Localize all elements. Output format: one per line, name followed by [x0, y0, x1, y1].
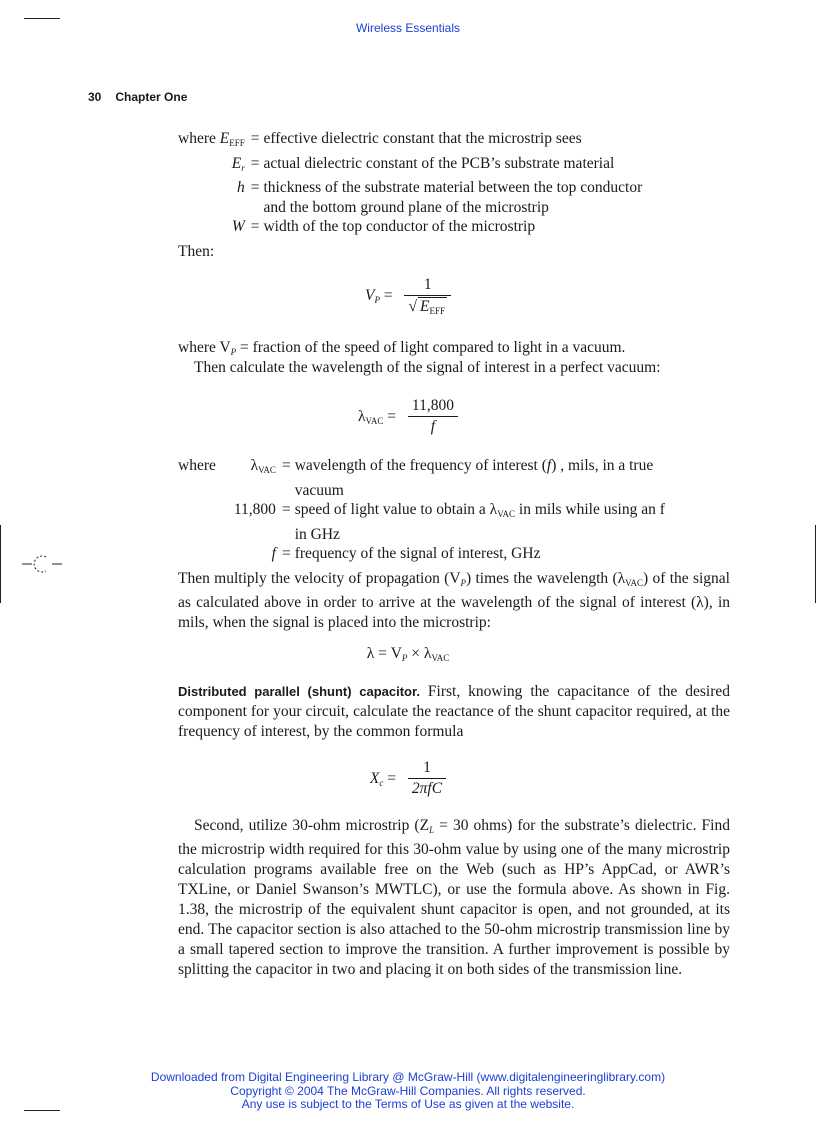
denominator: √ $E_{EFF}$	[408, 298, 445, 316]
capacitor-text: First, knowing the capacitance of the desired component for your circuit, calculate the reactance of the shunt capacitor required, at the frequency of interest, by the common formula	[178, 683, 730, 740]
symbol: W	[231, 218, 245, 236]
formula-lhs: λ	[358, 407, 366, 425]
definitions-top	[178, 129, 642, 237]
definition-text: and the bottom ground plane of the microstrip	[263, 198, 549, 216]
symbol: E	[231, 154, 242, 172]
definitions-mid	[178, 456, 665, 564]
numerator: 11,800	[408, 397, 458, 417]
definition-row: W = width of the top conductor of the microstrip	[178, 217, 642, 237]
formula-lhs: V	[365, 287, 375, 304]
formula-lhs-sub: P	[374, 295, 380, 305]
second-paragraph: Second, utilize 30-ohm microstrip ($Z_L = 30$ ohms) for the substrate’s dielectric. Find the microstrip width required for this 30-ohm value by using one of the many microstrip calculation programs available free on the Web (such as HP’s AppCad, or AWR’s TXLine, or Daniel Swanson’s MWTLC), or use the formula above. As shown in Fig. 1.38, the microstrip of the equivalent shunt capacitor is open, and not grounded, at its end. The capacitor section is also attached to the 50-ohm microstrip transmission line by a small tapered section to improve the transition. A further improvement is possible by splitting the capacitor in two and placing it on both sides of the transmission line.	[178, 817, 730, 978]
page-number: 30	[88, 90, 102, 104]
definition-row	[178, 481, 665, 501]
formula-lambda: $\lambda = V_P \times \lambda_{VAC}$	[366, 645, 450, 663]
section-heading: Distributed parallel (shunt) capacitor.	[178, 684, 420, 699]
fraction	[404, 276, 451, 316]
capacitor-paragraph	[178, 682, 730, 742]
den-symbol: E	[420, 298, 430, 315]
definition-row: $E_r$ = actual dielectric constant of the PCB’s substrate material	[178, 154, 642, 179]
denominator: f	[430, 418, 436, 435]
denominator: 2πfC	[411, 780, 443, 797]
label: 11,800	[233, 501, 276, 519]
then-calculate-line: Then calculate the wavelength of the signal of interest in a perfect vacuum:	[194, 359, 661, 376]
den-sub: EFF	[429, 306, 445, 316]
definition-text: wavelength of the frequency of interest (f) , mils, in a true	[294, 457, 654, 474]
footer-line-3[interactable]: Any use is subject to the Terms of Use as given at the website.	[241, 1097, 575, 1111]
definition-text: effective dielectric constant that the microstrip sees	[263, 130, 582, 147]
footer	[0, 1071, 816, 1112]
label: f	[271, 545, 276, 563]
registration-mark-icon	[22, 553, 64, 575]
footer-line-2: Copyright © 2004 The McGraw-Hill Companies. All rights reserved.	[230, 1083, 586, 1098]
multiply-paragraph: Then multiply the velocity of propagation $(V_P)$ times the wavelength $(\lambda_{VAC})$ of the signal as calculated above in order to arrive at the wavelength of the signal of interest (λ), in mils, when the signal is placed into the microstrip:	[178, 570, 730, 631]
definition-row: f = frequency of the signal of interest, GHz	[178, 544, 665, 564]
where-word: where	[178, 457, 216, 474]
definition-row: h = thickness of the substrate material between the top conductor	[236, 179, 643, 197]
running-header[interactable]: Wireless Essentials	[355, 21, 461, 35]
crop-mark-left-vertical	[0, 525, 1, 603]
definition-row	[178, 198, 642, 218]
definition-text: frequency of the signal of interest, GHz	[294, 545, 541, 563]
label: λ	[250, 457, 259, 474]
where-vp-sub: P	[230, 347, 237, 357]
definition-text: thickness of the substrate material between the top conductor	[263, 179, 643, 197]
definition-text: in GHz	[294, 525, 340, 543]
definition-row	[178, 525, 665, 545]
chapter-title: Chapter One	[115, 90, 188, 104]
definition-text: actual dielectric constant of the PCB’s substrate material	[263, 154, 615, 172]
formula-xc: $X_c$ = $\frac{1}{\text{2πfC}}$	[0, 759, 816, 798]
fraction	[408, 759, 446, 798]
symbol: E	[219, 130, 230, 147]
formula-lhs-sub: VAC	[365, 415, 384, 426]
page-folio	[88, 90, 201, 104]
formula-lambda-vac: $\lambda_{VAC}$ = $\frac{11,800}{f}$	[0, 397, 816, 436]
symbol-sub: EFF	[229, 138, 245, 148]
numerator: 1	[408, 759, 446, 779]
crop-mark-top-left	[24, 18, 60, 19]
definition-row: where $E_{EFF}$ = effective dielectric constant that the microstrip sees	[178, 129, 642, 154]
where-word: where	[178, 130, 216, 147]
definition-text: vacuum	[294, 481, 344, 499]
label-sub: VAC	[258, 465, 276, 475]
where-vp-rest: = fraction of the speed of light compared to light in a vacuum.	[236, 339, 626, 356]
symbol: h	[236, 179, 245, 197]
symbol-sub: r	[241, 162, 245, 173]
where-vp-lead: where V	[178, 339, 231, 356]
then-label: Then:	[178, 243, 215, 260]
footer-line-1[interactable]: Downloaded from Digital Engineering Library @ McGraw-Hill (www.digitalengineeringlibrary.com)	[150, 1070, 666, 1084]
definition-text: width of the top conductor of the microstrip	[263, 218, 536, 236]
formula-lhs: X	[369, 769, 380, 787]
formula-lhs-sub: c	[379, 777, 384, 788]
definition-row: 11,800 = speed of light value to obtain a $\lambda_{VAC}$ in mils while using an f	[178, 500, 665, 525]
numerator: 1	[404, 276, 451, 296]
definition-row: where $\lambda_{VAC}$ = wavelength of the frequency of interest (f) , mils, in a true	[178, 456, 665, 481]
definition-text: speed of light value to obtain a $\lambda_{VAC}$ in mils while using an f	[294, 501, 665, 520]
formula-vp: $V_P$ = $\frac{1}{√ E_{EFF}}$	[0, 276, 816, 316]
fraction	[408, 397, 458, 436]
